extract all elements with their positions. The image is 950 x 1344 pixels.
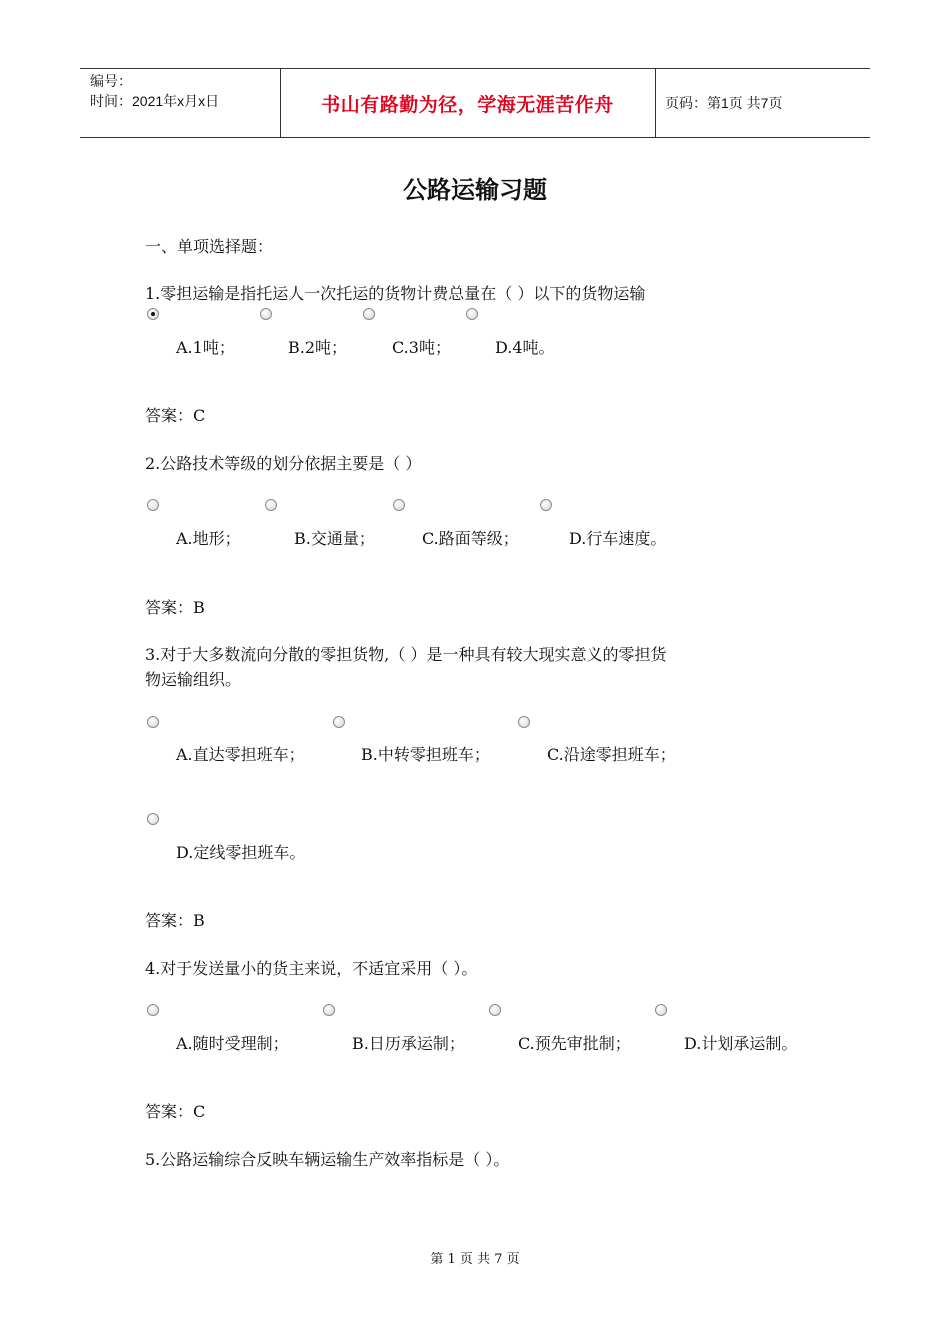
number-label: 编号： <box>90 73 132 89</box>
q3-option-a-label: A.直达零担班车； <box>176 745 305 764</box>
section-heading: 一、单项选择题： <box>145 237 274 256</box>
q3-option-d-radio[interactable] <box>147 813 159 825</box>
q3-option-c-label: C.沿途零担班车； <box>547 745 676 764</box>
question-3-text-line1: 3.对于大多数流向分散的零担货物,（ ）是一种具有较大现实意义的零担货 <box>145 645 667 664</box>
q1-answer: 答案：C <box>145 406 206 425</box>
q2-option-c-label: C.路面等级； <box>422 529 519 548</box>
question-1-text: 1.零担运输是指托运人一次托运的货物计费总量在（ ）以下的货物运输 <box>145 284 646 303</box>
q2-answer: 答案：B <box>145 598 205 617</box>
header-meta <box>90 71 219 111</box>
q2-option-a-radio[interactable] <box>147 499 159 511</box>
page-header <box>80 68 870 138</box>
q3-option-b-radio[interactable] <box>333 716 345 728</box>
q4-option-a-label: A.随时受理制； <box>176 1034 289 1053</box>
q3-answer: 答案：B <box>145 911 205 930</box>
q1-option-d-label: D.4吨。 <box>495 338 555 357</box>
q4-option-c-label: C.预先审批制； <box>518 1034 631 1053</box>
q4-option-b-label: B.日历承运制； <box>352 1034 465 1053</box>
q1-option-a-radio[interactable] <box>147 308 159 320</box>
question-4-text: 4.对于发送量小的货主来说，不适宜采用（ ）。 <box>145 959 478 978</box>
header-page-info: 页码：第1页 共7页 <box>665 95 783 111</box>
q1-option-a-label: A.1吨； <box>176 338 235 357</box>
q4-option-d-label: D.计划承运制。 <box>684 1034 798 1053</box>
q4-answer: 答案：C <box>145 1102 206 1121</box>
q2-option-d-radio[interactable] <box>540 499 552 511</box>
q1-option-b-radio[interactable] <box>260 308 272 320</box>
q2-option-b-radio[interactable] <box>265 499 277 511</box>
page-title: 公路运输习题 <box>403 176 547 204</box>
q1-option-c-label: C.3吨； <box>392 338 451 357</box>
header-divider <box>655 69 656 137</box>
q2-option-c-radio[interactable] <box>393 499 405 511</box>
q4-option-d-radio[interactable] <box>655 1004 667 1016</box>
q3-option-b-label: B.中转零担班车； <box>361 745 490 764</box>
q1-option-c-radio[interactable] <box>363 308 375 320</box>
q3-option-a-radio[interactable] <box>147 716 159 728</box>
q3-option-c-radio[interactable] <box>518 716 530 728</box>
q2-option-b-label: B.交通量； <box>294 529 375 548</box>
question-5-text: 5.公路运输综合反映车辆运输生产效率指标是（ ）。 <box>145 1150 510 1169</box>
q4-option-c-radio[interactable] <box>489 1004 501 1016</box>
q3-option-d-label: D.定线零担班车。 <box>176 843 306 862</box>
q2-option-a-label: A.地形； <box>176 529 241 548</box>
time-label: 时间：2021年x月x日 <box>90 93 220 109</box>
question-3-text-line2: 物运输组织。 <box>145 670 242 689</box>
q1-option-d-radio[interactable] <box>466 308 478 320</box>
q2-option-d-label: D.行车速度。 <box>569 529 667 548</box>
page-footer: 第 1 页 共 7 页 <box>430 1252 520 1267</box>
question-2-text: 2.公路技术等级的划分依据主要是（ ） <box>145 454 422 473</box>
q1-option-b-label: B.2吨； <box>288 338 348 357</box>
header-motto: 书山有路勤为径，学海无涯苦作舟 <box>321 93 614 116</box>
q4-option-b-radio[interactable] <box>323 1004 335 1016</box>
q4-option-a-radio[interactable] <box>147 1004 159 1016</box>
